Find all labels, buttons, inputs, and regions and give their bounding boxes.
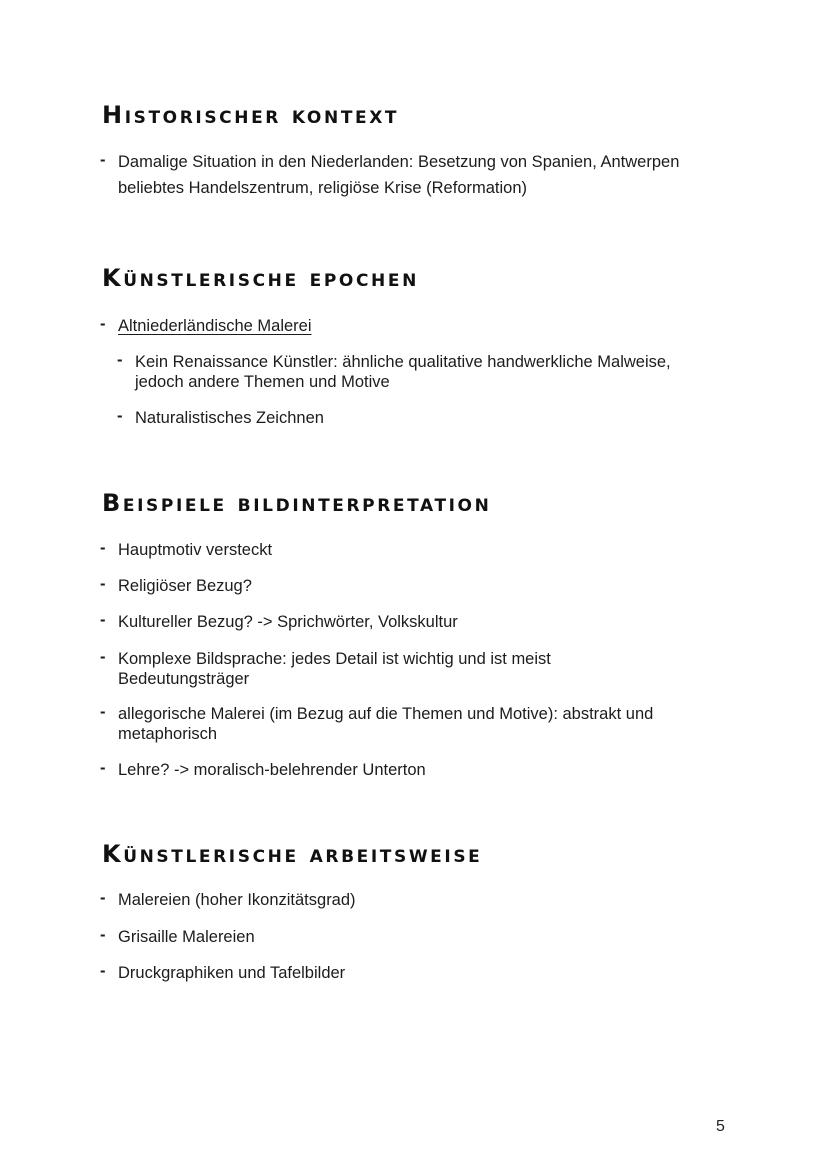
bullet-dash: - [100, 926, 106, 944]
list-item [100, 759, 426, 780]
list-item-line: beliebtes Handelszentrum, religiöse Krise (Reformation) [118, 179, 528, 197]
list-item [100, 575, 252, 596]
list-item [100, 611, 458, 632]
page-number: 5 [716, 1118, 725, 1135]
list-item [100, 539, 273, 560]
bullet-dash: - [117, 407, 123, 425]
list-item [100, 648, 551, 689]
section-heading-historischer-kontext: Historischer kontext [102, 101, 400, 129]
list-item-text: Hauptmotiv versteckt [118, 541, 273, 559]
list-item-line: Komplexe Bildsprache: jedes Detail ist wichtig und ist meist [118, 650, 551, 668]
list-item [100, 149, 680, 201]
list-item-text: Kultureller Bezug? -> Sprichwörter, Volkskultur [118, 613, 458, 631]
bullet-dash: - [100, 315, 106, 333]
list-item-text: Lehre? -> moralisch-belehrender Unterton [118, 761, 426, 779]
list-item-line: Bedeutungsträger [118, 670, 250, 688]
list-item [100, 962, 346, 983]
list-item-line: Kein Renaissance Künstler: ähnliche qualitative handwerkliche Malweise, [135, 353, 671, 371]
list-item-line: allegorische Malerei (im Bezug auf die Themen und Motive): abstrakt und [118, 705, 654, 723]
bullet-dash: - [100, 151, 106, 169]
section-heading-beispiele-bildinterpretation: Beispiele bildinterpretation [102, 489, 492, 517]
list-item [100, 315, 312, 336]
bullet-dash: - [100, 889, 106, 907]
list-item-text: Grisaille Malereien [118, 928, 255, 946]
section-heading-kuenstlerische-epochen: Künstlerische epochen [102, 264, 419, 292]
list-item-line: Damalige Situation in den Niederlanden: Besetzung von Spanien, Antwerpen [118, 153, 680, 171]
list-item [100, 703, 654, 744]
bullet-dash: - [100, 611, 106, 629]
list-item-text: Druckgraphiken und Tafelbilder [118, 964, 346, 982]
sub-list-item [117, 351, 671, 392]
bullet-dash: - [100, 703, 106, 721]
list-item [100, 926, 255, 947]
bullet-dash: - [100, 648, 106, 666]
list-item-text: Malereien (hoher Ikonzitätsgrad) [118, 891, 356, 909]
list-item-text-underlined: Altniederländische Malerei [118, 317, 312, 335]
bullet-dash: - [100, 759, 106, 777]
bullet-dash: - [100, 962, 106, 980]
bullet-dash: - [100, 575, 106, 593]
list-item [100, 889, 356, 910]
list-item-text: Religiöser Bezug? [118, 577, 252, 595]
section-heading-kuenstlerische-arbeitsweise: Künstlerische arbeitsweise [102, 840, 483, 868]
list-item-text: Naturalistisches Zeichnen [135, 409, 324, 427]
bullet-dash: - [117, 351, 123, 369]
list-item-line: jedoch andere Themen und Motive [135, 373, 390, 391]
sub-list-item [117, 407, 324, 428]
bullet-dash: - [100, 539, 106, 557]
list-item-line: metaphorisch [118, 725, 218, 743]
